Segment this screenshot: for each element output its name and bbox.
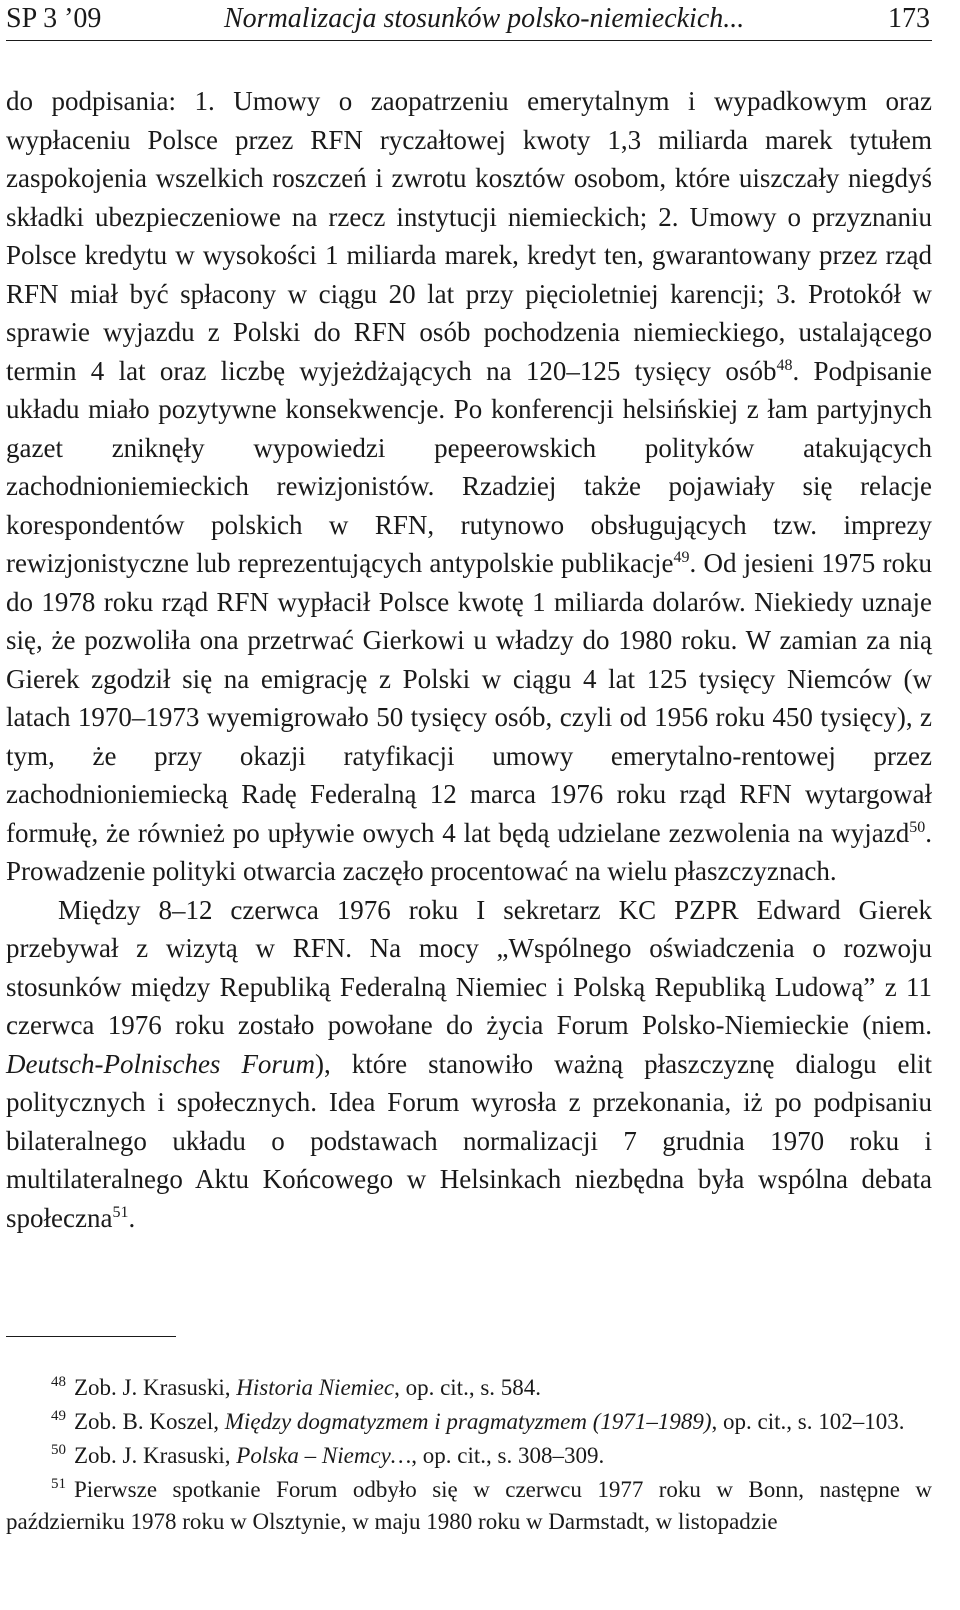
footnote (6, 1440, 932, 1472)
footnote (6, 1406, 932, 1438)
running-header (6, 0, 932, 41)
footnote-text: Zob. J. Krasuski, (74, 1375, 237, 1400)
footnote-text: , op. cit., s. 584. (394, 1375, 542, 1400)
footnote-text: Zob. J. Krasuski, (74, 1443, 237, 1468)
page-number: 173 (888, 3, 930, 34)
journal-issue: SP 3 ’09 (6, 3, 102, 34)
footnote-divider (6, 1336, 176, 1337)
footnote-number: 49 (51, 1408, 66, 1424)
footnote-title: Polska – Niemcy… (236, 1443, 412, 1468)
paragraph (6, 82, 932, 891)
main-text (6, 82, 932, 1237)
footnote-number: 48 (51, 1374, 66, 1390)
footnote-number: 51 (51, 1476, 66, 1492)
footnote-ref[interactable]: 49 (673, 549, 690, 566)
text-run: Między 8–12 czerwca 1976 roku I sekretarz KC PZPR Edward Gierek przebywał z wizytą w RFN. Na mocy „Wspólnego oświadczenia o rozwoju stosunków między Republiką Federalną Niemiec i Polską Republiką Ludową” z 11 czerwca 1976 roku zostało powołane do życia Forum Polsko-Niemieckie (niem. (6, 894, 932, 1040)
footnote-text: Zob. B. Koszel, (74, 1409, 225, 1434)
paragraph (6, 891, 932, 1238)
text-run: . (128, 1202, 136, 1233)
running-title: Normalizacja stosunków polsko-niemieckich... (224, 3, 745, 34)
footnotes (6, 1372, 932, 1540)
footnote-title: Historia Niemiec (236, 1375, 395, 1400)
text-run: ), które stanowiło ważną płaszczyznę dialogu elit politycznych i społecznych. Idea Forum wyrosła z przekonania, iż po podpisaniu bilateralnego układu o podstawach normalizacji 7 grudnia 1970 roku i multilateralnego Aktu Końcowego w Helsinkach niezbędna była wspólna debata społeczna (6, 1048, 932, 1233)
footnote-text: Pierwsze spotkanie Forum odbyło się w czerwcu 1977 roku w Bonn, następne w październiku 1978 roku w Olsztynie, w maju 1980 roku w Darmstadt, w listopadzie (6, 1477, 932, 1534)
footnote-ref[interactable]: 48 (776, 356, 793, 374)
footnote (6, 1372, 932, 1404)
footnote-ref[interactable]: 50 (909, 818, 926, 836)
text-run: . Podpisanie układu miało pozytywne konsekwencje. Po konferencji helsińskiej z łam partyjnych gazet zniknęły wypowiedzi pepeerowskich polityków atakujących zachodnioniemieckich rewizjonistów. Rzadziej także pojawiały się relacje korespondentów polskich w RFN, rutynowo obsługujących tzw. imprezy rewizjonistyczne lub reprezentujących antypolskie publikacje (6, 355, 932, 578)
text-run: . Od jesieni 1975 roku do 1978 roku rząd RFN wypłacił Polsce kwotę 1 miliarda dolarów. Niekiedy uznaje się, że pozwoliła ona przetrwać Gierkowi u władzy do 1980 roku. W zamian za nią Gierek zgodził się na emigrację z Polski w ciągu 4 lat 125 tysięcy Niemców (w latach 1970–1973 wyemigrowało 50 tysięcy osób, czyli od 1956 roku 450 tysięcy), z tym, że przy okazji ratyfikacji umowy emerytalno-rentowej przez zachodnioniemiecką Radę Federalną 12 marca 1976 roku rząd RFN wytargował formułę, że również po upływie owych 4 lat będą udzielane zezwolenia na wyjazd (6, 548, 932, 848)
footnote-text: , op. cit., s. 102–103. (711, 1409, 905, 1434)
footnote (6, 1474, 932, 1538)
text-run: . Prowadzenie polityki otwarcia zaczęło procentować na wielu płaszczyznach. (6, 817, 932, 886)
footnote-text: , op. cit., s. 308–309. (411, 1443, 605, 1468)
italic-term: Deutsch-Polnisches Forum (6, 1048, 315, 1079)
footnote-title: Między dogmatyzmem i pragmatyzmem (1971–1989) (224, 1409, 712, 1434)
footnote-ref[interactable]: 51 (112, 1203, 129, 1221)
footnote-number: 50 (51, 1442, 66, 1458)
text-run: do podpisania: 1. Umowy o zaopatrzeniu emerytalnym i wypadkowym oraz wypłaceniu Polsce przez RFN ryczałtowej kwoty 1,3 miliarda marek tytułem zaspokojenia wszelkich roszczeń i zwrotu kosztów osobom, które uiszczały niegdyś składki ubezpieczeniowe na rzecz instytucji niemieckich; 2. Umowy o przyznaniu Polsce kredytu w wysokości 1 miliarda marek, kredyt ten, gwarantowany przez rząd RFN miał być spłacony w ciągu 20 lat przy pięcioletniej karencji; 3. Protokół w sprawie wyjazdu z Polski do RFN osób pochodzenia niemieckiego, ustalającego termin 4 lat oraz liczbę wyjeżdżających na 120–125 tysięcy osób (6, 86, 932, 386)
